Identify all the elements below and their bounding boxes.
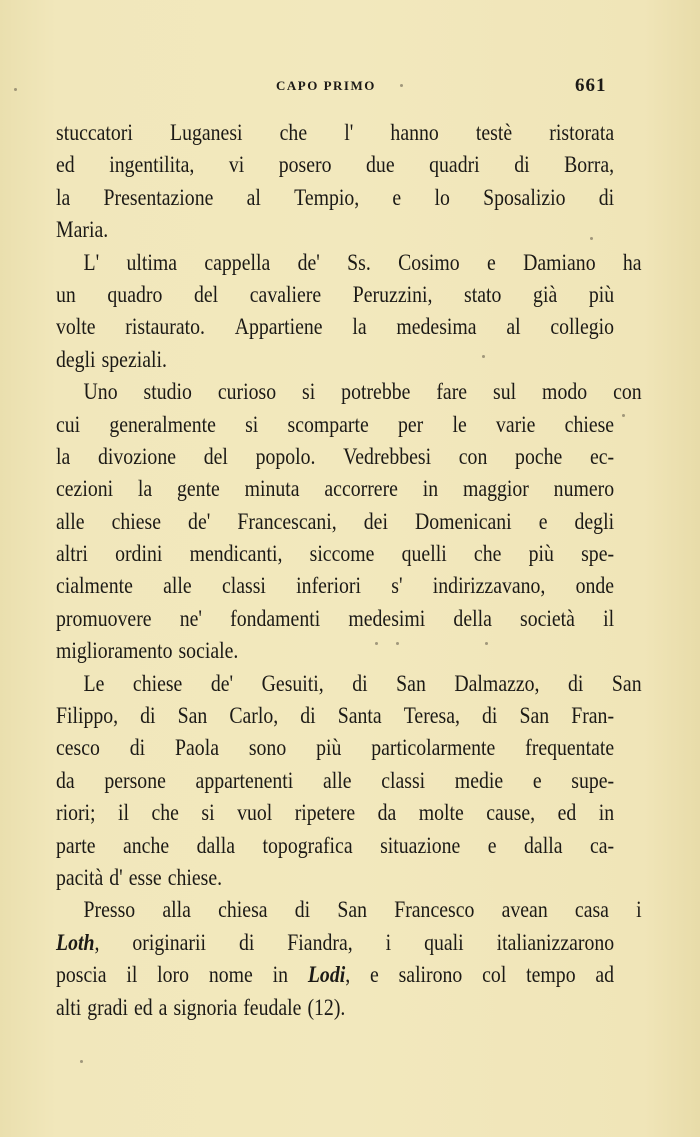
word: appartenenti xyxy=(195,767,294,793)
word: dei xyxy=(363,508,388,534)
paper-speck xyxy=(482,355,485,358)
word: più xyxy=(588,281,615,307)
word: San xyxy=(177,703,208,729)
page-number: 661 xyxy=(575,75,607,96)
paper-speck xyxy=(590,237,593,240)
word: e xyxy=(532,767,542,793)
body-text xyxy=(56,117,642,1024)
word: di xyxy=(568,670,584,696)
word: supe- xyxy=(571,767,615,793)
word: di xyxy=(140,703,156,729)
word: Gesuiti, xyxy=(261,670,324,696)
text-line xyxy=(56,570,614,602)
word: particolarmente xyxy=(371,735,496,761)
word: studio xyxy=(143,379,192,405)
word: popolo. xyxy=(255,443,316,469)
word: Le xyxy=(83,670,105,696)
text-line xyxy=(56,538,614,570)
word: Dalmazzo, xyxy=(454,670,540,696)
word: ed xyxy=(557,800,577,826)
text-line xyxy=(56,279,614,311)
word: da xyxy=(377,800,397,826)
word: classi xyxy=(221,573,266,599)
text-line xyxy=(56,473,614,505)
word: de' xyxy=(188,508,211,534)
text-line xyxy=(56,441,614,473)
word: generalmente xyxy=(109,411,216,437)
word: Francescani, xyxy=(237,508,337,534)
word: Ss. xyxy=(347,249,371,275)
word: maggior xyxy=(462,476,529,502)
word: originarii xyxy=(132,929,206,955)
word: già xyxy=(533,281,558,307)
word: con xyxy=(458,443,488,469)
word: avean xyxy=(501,897,548,923)
word: situazione xyxy=(380,832,461,858)
word: stuccatori xyxy=(56,120,133,145)
text-line xyxy=(56,992,614,1024)
word: pacità xyxy=(56,864,104,890)
word: San xyxy=(519,703,550,729)
word: volte xyxy=(56,314,96,340)
word: potrebbe xyxy=(341,379,411,405)
word: Uno xyxy=(83,379,118,405)
word: (12). xyxy=(307,994,346,1020)
word: cui xyxy=(56,411,81,437)
word: Presentazione xyxy=(103,184,214,210)
word: onde xyxy=(575,573,615,599)
text-line xyxy=(56,894,642,926)
word: fare xyxy=(436,379,468,405)
text-line xyxy=(56,214,614,246)
word: Paola xyxy=(175,735,219,761)
word: italianizzarono xyxy=(496,929,615,955)
word: col xyxy=(482,962,507,988)
word: alla xyxy=(162,897,191,923)
word: la xyxy=(352,314,367,340)
word: Loth, xyxy=(56,929,100,955)
word: i xyxy=(385,929,392,955)
word: e xyxy=(369,962,379,988)
word: esse xyxy=(128,864,162,890)
word: quadri xyxy=(429,152,480,178)
word: Presso xyxy=(83,897,136,923)
word: persone xyxy=(104,767,166,793)
word: chiese xyxy=(111,508,162,534)
word: si xyxy=(302,379,316,405)
word: San xyxy=(611,670,642,696)
text-line xyxy=(56,344,614,376)
word: che xyxy=(151,800,179,826)
word: quelli xyxy=(401,541,447,567)
word: cesco xyxy=(56,735,100,761)
word: in xyxy=(272,962,289,988)
word: hanno xyxy=(390,120,439,145)
word: promuovere xyxy=(56,605,152,631)
text-line xyxy=(56,732,614,764)
word: spe- xyxy=(581,541,615,567)
word: un xyxy=(56,281,76,307)
word: L' xyxy=(83,249,100,275)
word: ne' xyxy=(179,605,202,631)
word: e xyxy=(392,184,402,210)
text-line xyxy=(56,635,614,667)
word: Peruzzini, xyxy=(352,281,433,307)
word: sociale. xyxy=(178,638,239,664)
word: Francesco xyxy=(394,897,475,923)
word: divozione xyxy=(97,443,176,469)
word: cezioni xyxy=(56,476,114,502)
word: di xyxy=(352,670,368,696)
word: vi xyxy=(228,152,245,178)
text-line xyxy=(56,797,614,829)
word: cause, xyxy=(486,800,536,826)
word: nome xyxy=(208,962,253,988)
word: società xyxy=(520,605,575,631)
text-line xyxy=(56,668,642,700)
word: il xyxy=(118,800,130,826)
word: ca- xyxy=(589,832,615,858)
paper-speck xyxy=(400,84,403,87)
word: da xyxy=(56,767,75,793)
word: per xyxy=(397,411,424,437)
word: posero xyxy=(278,152,332,178)
text-line xyxy=(56,376,642,408)
word: collegio xyxy=(550,314,615,340)
running-head xyxy=(0,75,700,102)
word: due xyxy=(366,152,395,178)
word: in xyxy=(598,800,615,826)
word: parte xyxy=(56,832,96,858)
word: San xyxy=(337,897,367,923)
word: ordini xyxy=(115,541,163,567)
word: accorrere xyxy=(324,476,398,502)
word: casa xyxy=(574,897,609,923)
word: molte xyxy=(418,800,464,826)
word: la xyxy=(56,443,71,469)
word: gradi xyxy=(87,994,128,1020)
paper-speck xyxy=(396,642,399,645)
word: cavaliere xyxy=(249,281,322,307)
word: signoria xyxy=(173,994,238,1020)
word: Cosimo xyxy=(398,249,460,275)
word: salirono xyxy=(398,962,463,988)
word: in xyxy=(422,476,439,502)
word: Santa xyxy=(337,703,382,729)
word: ripetere xyxy=(294,800,356,826)
word: riori; xyxy=(56,800,96,826)
word: miglioramento xyxy=(56,638,173,664)
word: Maria. xyxy=(56,217,109,243)
word: alti xyxy=(56,994,82,1020)
word: mendicanti, xyxy=(189,541,283,567)
word: classi xyxy=(381,767,426,793)
word: e xyxy=(538,508,548,534)
text-line xyxy=(56,311,614,343)
word: alle xyxy=(56,508,85,534)
word: di xyxy=(482,703,498,729)
word: Filippo, xyxy=(56,703,119,729)
word: chiese xyxy=(132,670,183,696)
word: gente xyxy=(177,476,220,502)
word: le xyxy=(452,411,467,437)
word: anche xyxy=(123,832,170,858)
text-line xyxy=(56,603,614,635)
word: Sposalizio xyxy=(483,184,566,210)
word: cialmente xyxy=(56,573,133,599)
word: quadro xyxy=(107,281,163,307)
word: ingentilita, xyxy=(109,152,195,178)
word: degli xyxy=(574,508,615,534)
word: minuta xyxy=(244,476,300,502)
word: varie xyxy=(495,411,536,437)
word: dalla xyxy=(524,832,563,858)
word: modo xyxy=(542,379,588,405)
word: Domenicani xyxy=(414,508,512,534)
word: siccome xyxy=(309,541,375,567)
word: medesima xyxy=(396,314,477,340)
word: ad xyxy=(595,962,615,988)
word: Carlo, xyxy=(229,703,279,729)
word: Tempio, xyxy=(294,184,360,210)
text-line xyxy=(56,959,614,991)
word: Damiano xyxy=(523,249,596,275)
word: Luganesi xyxy=(170,120,243,145)
word: ultima xyxy=(126,249,178,275)
word: tempo xyxy=(526,962,576,988)
word: numero xyxy=(553,476,615,502)
word: quali xyxy=(424,929,464,955)
word: Fiandra, xyxy=(287,929,353,955)
word: di xyxy=(300,703,316,729)
text-line xyxy=(56,182,614,214)
word: poche xyxy=(515,443,563,469)
word: altri xyxy=(56,541,88,567)
word: chiese. xyxy=(167,864,223,890)
paper-speck xyxy=(622,414,625,417)
word: inferiori xyxy=(296,573,361,599)
text-line xyxy=(56,700,614,732)
word: Borra, xyxy=(564,152,615,178)
word: più xyxy=(316,735,342,761)
word: di xyxy=(129,735,146,761)
word: di xyxy=(238,929,255,955)
word: testè xyxy=(475,120,513,145)
text-line xyxy=(56,247,642,279)
word: con xyxy=(613,379,642,405)
word: loro xyxy=(157,962,190,988)
word: si xyxy=(245,411,259,437)
word: Appartiene xyxy=(234,314,323,340)
word: a xyxy=(158,994,168,1020)
word: speziali. xyxy=(101,346,167,372)
word: la xyxy=(56,184,71,210)
word: Fran- xyxy=(571,703,615,729)
text-line xyxy=(56,927,614,959)
word: dalla xyxy=(196,832,236,858)
word: chiesa xyxy=(218,897,268,923)
word: poscia xyxy=(56,962,107,988)
word: d' xyxy=(109,864,123,890)
word: scomparte xyxy=(287,411,369,437)
word: che xyxy=(473,541,502,567)
word: i xyxy=(636,897,642,923)
word: il xyxy=(126,962,138,988)
word: lo xyxy=(434,184,450,210)
word: medesimi xyxy=(348,605,426,631)
word: Vedrebbesi xyxy=(343,443,432,469)
paper-speck xyxy=(485,642,488,645)
word: vuol xyxy=(237,800,273,826)
word: ed xyxy=(56,152,75,178)
word: sono xyxy=(248,735,287,761)
word: del xyxy=(203,443,228,469)
word: feudale xyxy=(243,994,302,1020)
word: de' xyxy=(297,249,320,275)
word: ha xyxy=(622,249,642,275)
word: curioso xyxy=(217,379,277,405)
text-line xyxy=(56,862,614,894)
text-line xyxy=(56,117,614,149)
word: ec- xyxy=(589,443,615,469)
word: frequentate xyxy=(525,735,615,761)
word: chiese xyxy=(564,411,615,437)
text-line xyxy=(56,409,614,441)
word: degli xyxy=(56,346,96,372)
word: della xyxy=(453,605,492,631)
word: e xyxy=(487,832,497,858)
word: di xyxy=(598,184,615,210)
word: al xyxy=(246,184,261,210)
word: s' xyxy=(391,573,403,599)
word: che xyxy=(279,120,308,145)
paper-speck xyxy=(375,642,378,645)
paper-speck xyxy=(80,1060,83,1063)
word: si xyxy=(201,800,215,826)
word: del xyxy=(193,281,219,307)
word: stato xyxy=(464,281,502,307)
word: cappella xyxy=(204,249,271,275)
word: Teresa, xyxy=(403,703,460,729)
word: ristaurato. xyxy=(125,314,205,340)
word: la xyxy=(137,476,153,502)
word: fondamenti xyxy=(230,605,321,631)
text-line xyxy=(56,506,614,538)
word: più xyxy=(528,541,554,567)
word: topografica xyxy=(262,832,353,858)
word: il xyxy=(603,605,615,631)
word: indirizzavano, xyxy=(432,573,546,599)
word: di xyxy=(514,152,530,178)
word: ed xyxy=(133,994,153,1020)
paper-speck xyxy=(14,88,17,91)
word: l' xyxy=(344,120,354,145)
text-line xyxy=(56,765,614,797)
word: alle xyxy=(322,767,352,793)
text-line xyxy=(56,830,614,862)
word: de' xyxy=(210,670,234,696)
word: sul xyxy=(493,379,517,405)
word: San xyxy=(396,670,426,696)
chapter-heading: CAPO PRIMO xyxy=(276,78,376,93)
word: al xyxy=(506,314,521,340)
word: medie xyxy=(454,767,504,793)
word: Lodi, xyxy=(307,962,351,988)
text-line xyxy=(56,149,614,181)
word: ristorata xyxy=(549,120,615,145)
word: di xyxy=(294,897,311,923)
word: alle xyxy=(163,573,192,599)
word: e xyxy=(486,249,496,275)
